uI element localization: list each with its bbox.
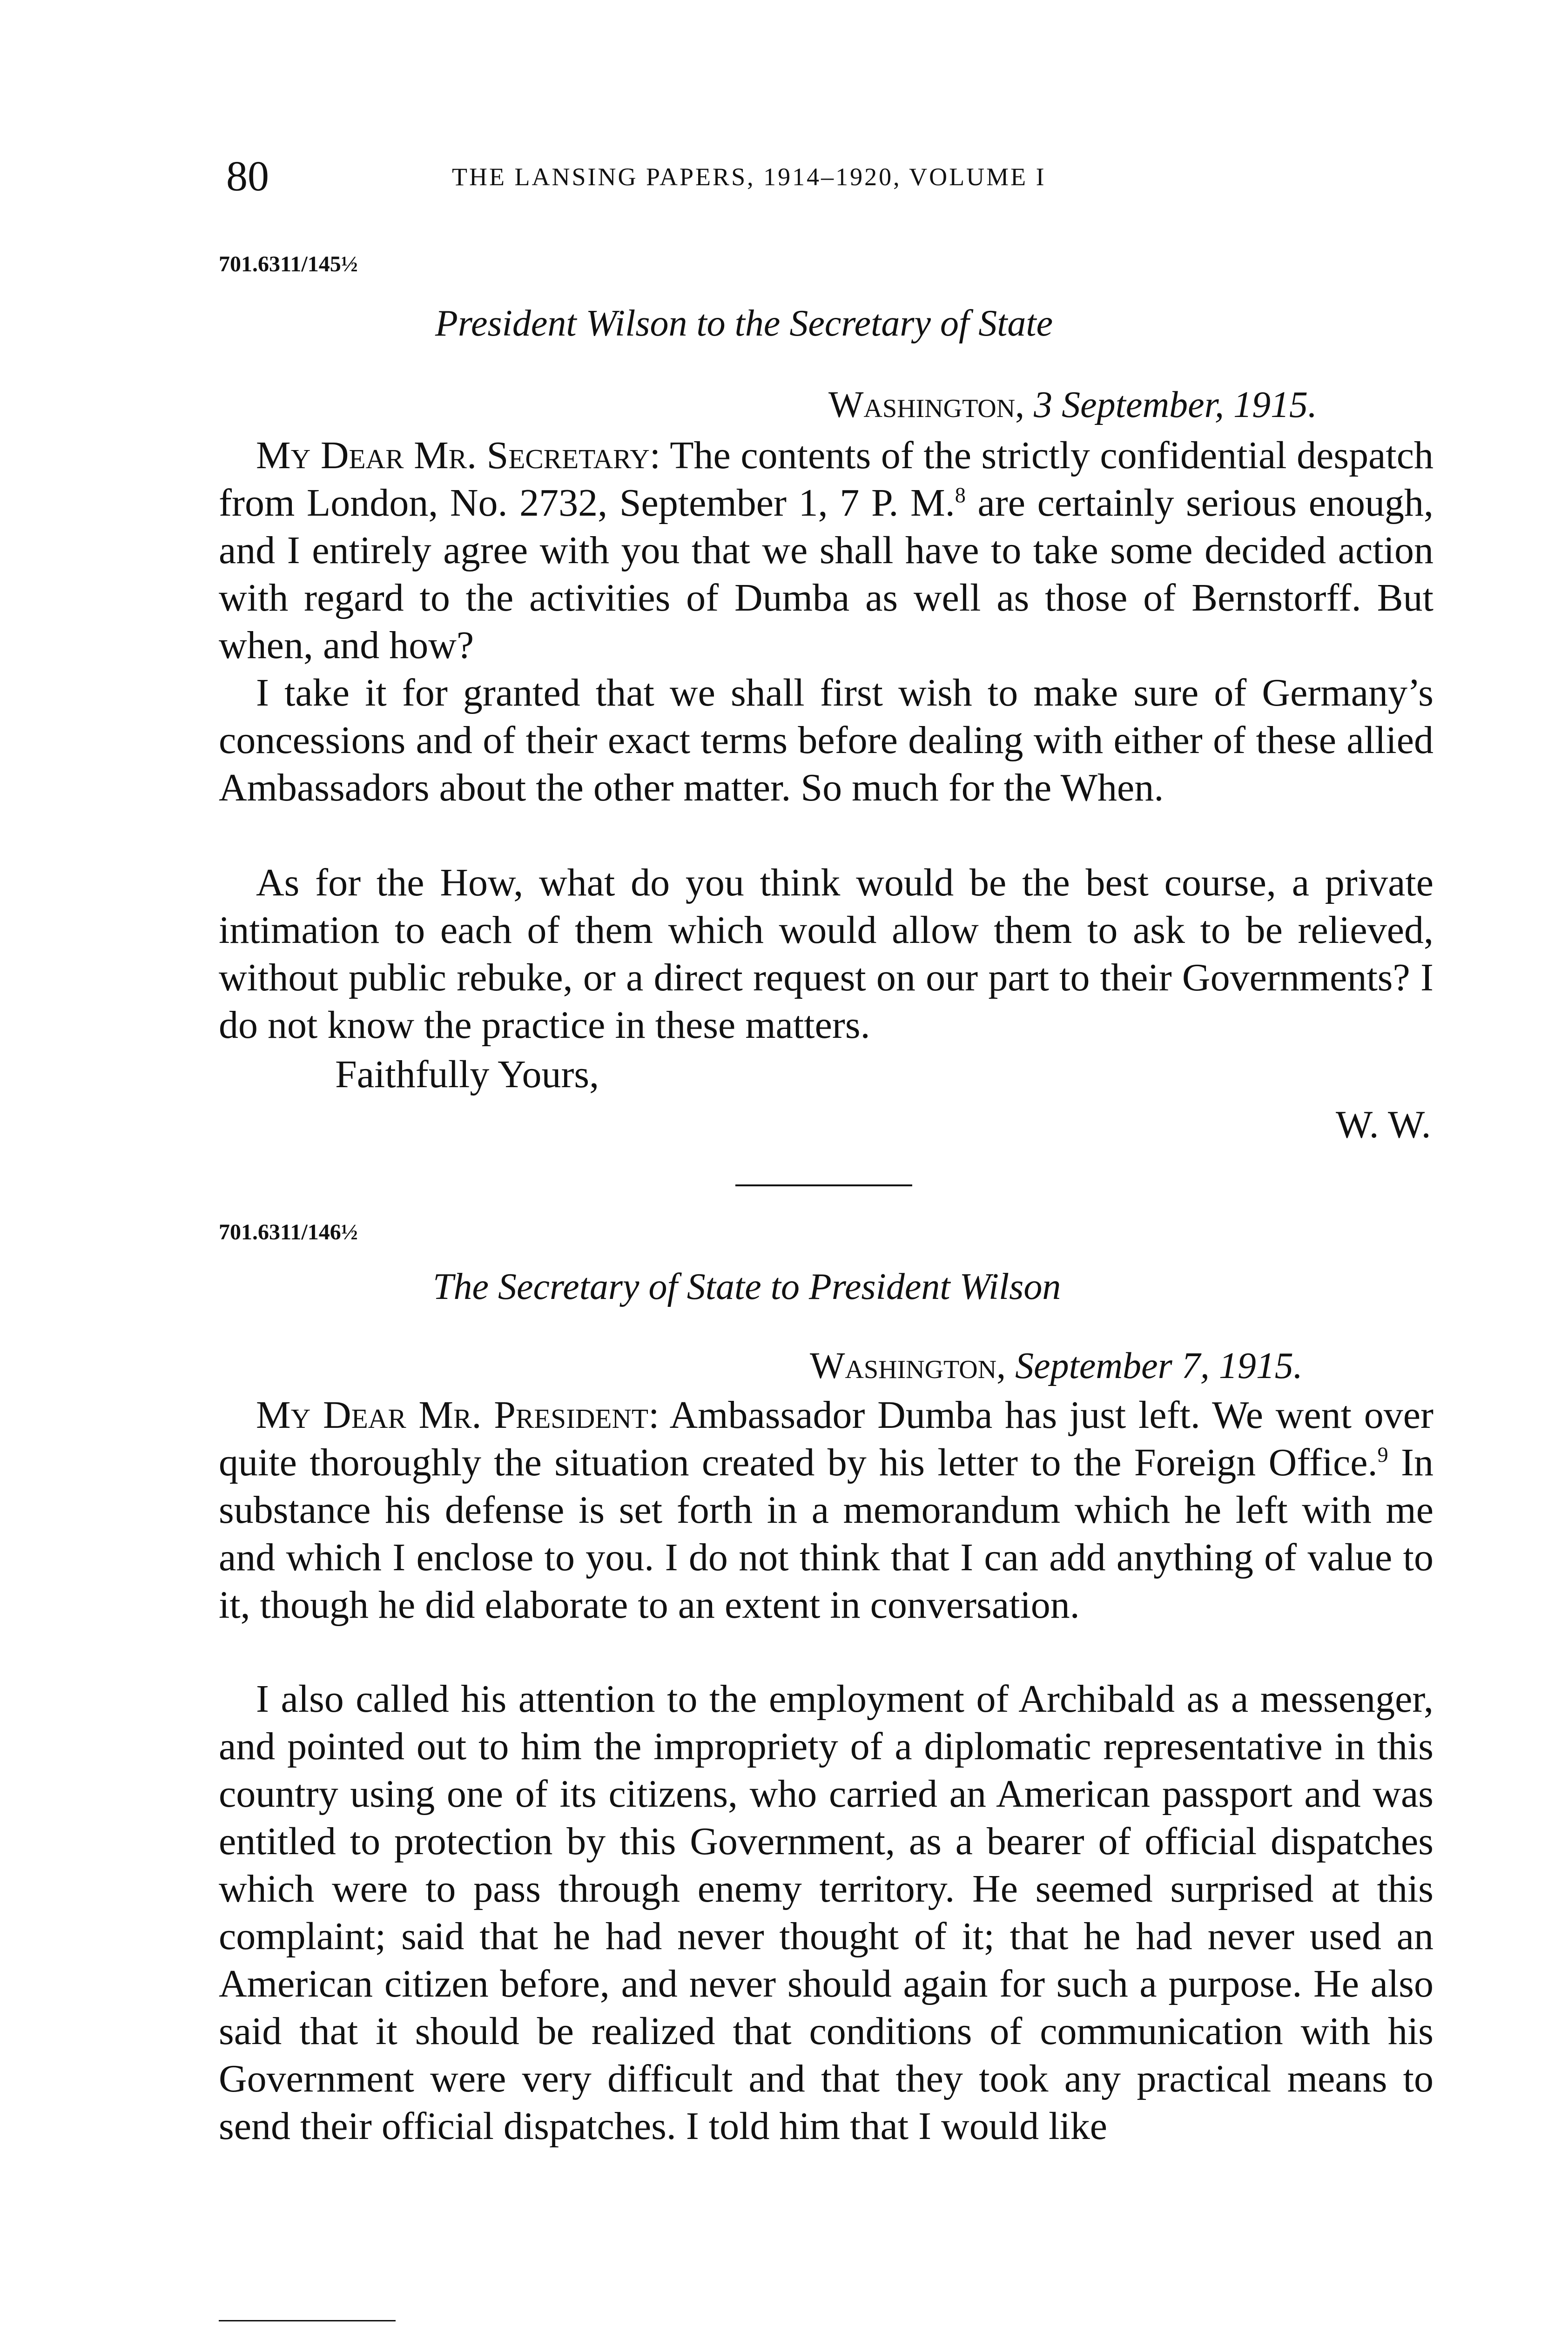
running-title: THE LANSING PAPERS, 1914–1920, VOLUME I (452, 163, 1046, 191)
dateline-date: 3 September, 1915. (1034, 384, 1317, 425)
letter-paragraph (219, 432, 1433, 669)
paragraph-text: are certainly serious enough, and I entirely agree with you that we shall have to take some decided action with regard to the activities of Dumba as well as those of Bernstorff. But when, and how? (219, 481, 1433, 667)
dateline-place: Washington, (810, 1345, 1006, 1386)
letter-heading: President Wilson to the Secretary of State (435, 303, 1053, 344)
paragraph-text: I take it for granted that we shall first wish to make sure of Germany’s concessions and of their exact terms before dealing with either of these allied Ambassadors about the other matter. So much for the When. (219, 671, 1433, 809)
letter-paragraph (219, 1675, 1433, 2150)
dateline-place: Washington, (828, 384, 1025, 425)
paragraph-text: As for the How, what do you think would be the best course, a private intimation to each of them which would allow them to ask to be relieved, without public rebuke, or a direct request on our part to their Governments? I do not know the practice in these matters. (219, 861, 1433, 1047)
letter-paragraph (219, 1392, 1433, 1629)
file-reference: 701.6311/146½ (219, 1220, 358, 1244)
signature: W. W. (1336, 1103, 1431, 1146)
paragraph-text: Ambassador Dumba has just left. We went over quite thoroughly the situation created by his letter to the Foreign Office. (219, 1393, 1433, 1484)
closing: Faithfully Yours, (335, 1053, 599, 1096)
letter-heading: The Secretary of State to President Wilson (433, 1266, 1061, 1307)
footnote-ref: 8 (955, 483, 966, 507)
dateline (810, 1345, 1303, 1387)
salutation: My Dear Mr. President: (256, 1393, 660, 1437)
paragraph-text: The contents of the strictly confidential despatch from London, No. 2732, September 1, 7 P. M. (219, 434, 1434, 525)
running-head (226, 151, 1422, 201)
letter-paragraph (219, 669, 1433, 812)
file-reference: 701.6311/145½ (219, 252, 358, 276)
letter-paragraph (219, 859, 1433, 1049)
dateline (828, 384, 1317, 426)
salutation: My Dear Mr. Secretary: (256, 434, 661, 477)
footnote-ref: 9 (1377, 1443, 1388, 1466)
section-divider (735, 1184, 912, 1186)
page-number: 80 (226, 152, 269, 200)
dateline-date: September 7, 1915. (1015, 1345, 1303, 1386)
paragraph-text: In substance his defense is set forth in a memorandum which he left with me and which I enclose to you. I do not think that I can add anything of value to it, though he did elaborate to an extent in conversation. (219, 1441, 1433, 1627)
paragraph-text: I also called his attention to the employment of Archibald as a messenger, and pointed out to him the impropriety of a diplomatic representative in this country using one of its citizens, who carried an American passport and was entitled to protection by this Government, as a bearer of official dispatches which were to pass through enemy territory. He seemed surprised at this complaint; said that he had never thought of it; that he had never used an American citizen before, and never should again for such a purpose. He also said that it should be realized that conditions of communication with his Government were very difficult and that they took any practical means to send their official dispatches. I told him that I would like (219, 1677, 1433, 2148)
footnote-rule (219, 2320, 396, 2321)
